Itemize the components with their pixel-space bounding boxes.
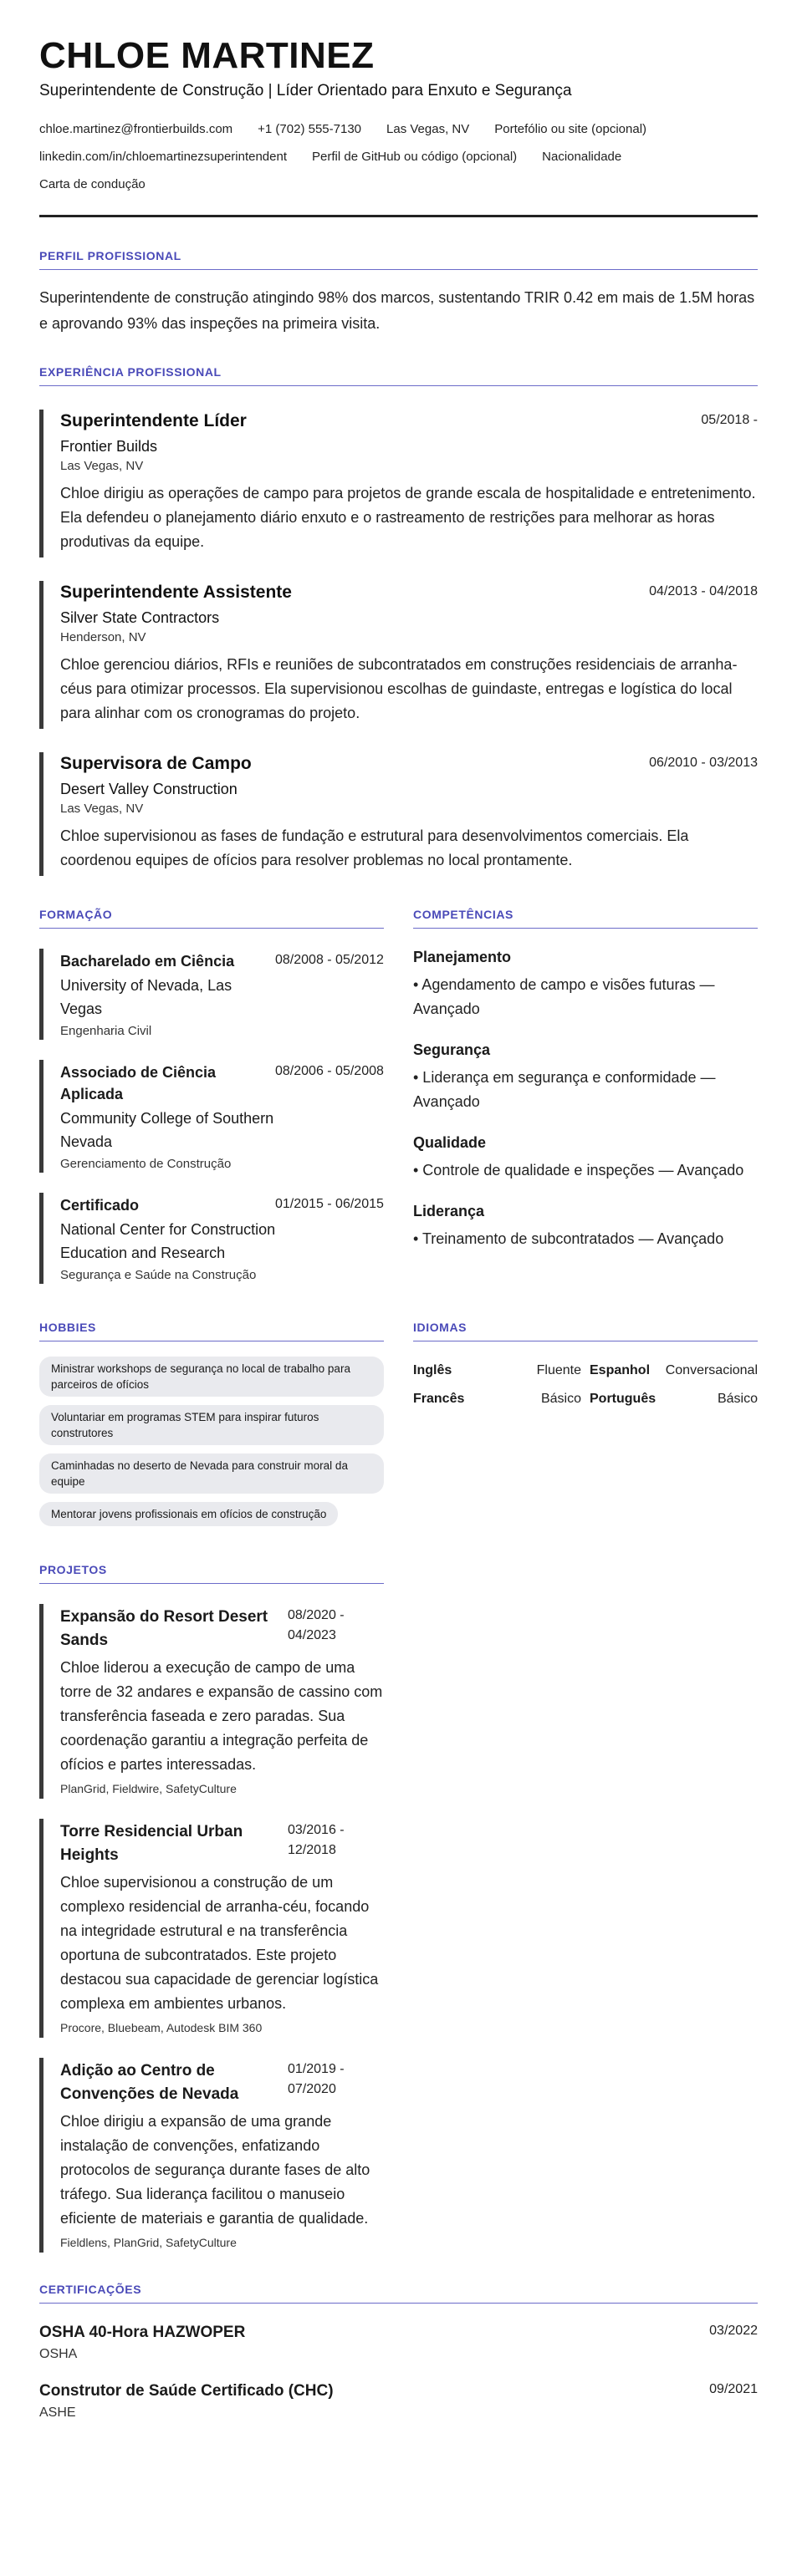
summary-heading: PERFIL PROFISSIONAL bbox=[39, 249, 758, 270]
job-date: 06/2010 - 03/2013 bbox=[649, 756, 758, 771]
project-title: Adição ao Centro de Convenções de Nevada bbox=[60, 2062, 239, 2104]
job-title: Superintendente Assistente bbox=[60, 583, 292, 603]
skill-category: Planejamento bbox=[413, 949, 512, 966]
certification-title: Construtor de Saúde Certificado (CHC) bbox=[39, 2382, 334, 2400]
language-name: Português bbox=[590, 1392, 657, 1407]
degree-title: Associado de Ciência Aplicada bbox=[60, 1064, 217, 1103]
experience-entry bbox=[39, 581, 758, 729]
language-level: Fluente bbox=[536, 1363, 581, 1378]
skill-group bbox=[413, 949, 758, 1021]
job-description: Chloe supervisionou as fases de fundação e estrutural para desenvolvimentos comerciais. Ela coordenou equipes de ofícios para resolver problemas no local prontamente. bbox=[60, 827, 689, 869]
header-divider bbox=[39, 215, 758, 217]
skill-item: • Treinamento de subcontratados — Avançado bbox=[413, 1230, 724, 1248]
language-name: Espanhol bbox=[590, 1363, 651, 1378]
job-company: Desert Valley Construction bbox=[60, 781, 238, 798]
language-name: Inglês bbox=[413, 1363, 452, 1378]
skill-item: • Agendamento de campo e visões futuras — Avançado bbox=[413, 976, 715, 1018]
project-tools: PlanGrid, Fieldwire, SafetyCulture bbox=[60, 1782, 237, 1796]
degree-title: Certificado bbox=[60, 1197, 140, 1214]
study-field: Engenharia Civil bbox=[60, 1024, 152, 1039]
degree-title: Bacharelado em Ciência bbox=[60, 953, 235, 970]
degree-date: 08/2006 - 05/2008 bbox=[275, 1064, 384, 1079]
skill-category: Qualidade bbox=[413, 1134, 487, 1152]
language-row bbox=[590, 1357, 758, 1385]
certifications-heading: CERTIFICAÇÕES bbox=[39, 2283, 758, 2304]
experience-entry bbox=[39, 410, 758, 557]
resume-header bbox=[39, 37, 758, 217]
education-heading: FORMAÇÃO bbox=[39, 908, 384, 929]
project-entry bbox=[39, 1604, 384, 1799]
contact-github[interactable]: Perfil de GitHub ou código (opcional) bbox=[312, 150, 518, 165]
skill-group bbox=[413, 1134, 758, 1183]
candidate-name: CHLOE MARTINEZ bbox=[39, 35, 375, 76]
job-description: Chloe dirigiu as operações de campo para projetos de grande escala de hospitalidade e entretenimento. Ela defendeu o planejamento diário enxuto e o rastreamento de restrições para melhorar as horas produtivas da equipe. bbox=[60, 485, 756, 551]
hobbies-languages-row bbox=[39, 1321, 758, 1535]
project-description: Chloe liderou a execução de campo de uma torre de 32 andares e expansão de cassino com transferência faseada e zero paradas. Sua coordenação garantiu a integração perfeita de ofícios e partes interessadas. bbox=[60, 1659, 383, 1774]
project-description: Chloe supervisionou a construção de um complexo residencial de arranha-céu, focando na integridade estrutural e na transferência oportuna de subcontratados. Este projeto destacou sua capacidade de gerenciar logística complexa em ambientes urbanos. bbox=[60, 1874, 379, 2013]
hobbies-heading: HOBBIES bbox=[39, 1321, 384, 1341]
hobbies-section bbox=[39, 1321, 384, 1535]
project-tools: Fieldlens, PlanGrid, SafetyCulture bbox=[60, 2236, 237, 2250]
language-name: Francês bbox=[413, 1392, 465, 1407]
project-date: 01/2019 - 07/2020 bbox=[288, 2062, 345, 2097]
skill-item: • Liderança em segurança e conformidade — Avançado bbox=[413, 1069, 716, 1111]
hobby-chip: Ministrar workshops de segurança no local de trabalho para parceiros de ofícios bbox=[39, 1357, 384, 1397]
job-location: Las Vegas, NV bbox=[60, 802, 144, 817]
language-row bbox=[590, 1385, 758, 1413]
project-title: Torre Residencial Urban Heights bbox=[60, 1823, 243, 1865]
study-field: Segurança e Saúde na Construção bbox=[60, 1268, 257, 1283]
language-level: Básico bbox=[717, 1392, 758, 1407]
job-date: 04/2013 - 04/2018 bbox=[649, 584, 758, 599]
education-skills-row bbox=[39, 908, 758, 1284]
language-list bbox=[413, 1357, 758, 1413]
job-company: Frontier Builds bbox=[60, 438, 158, 456]
experience-section bbox=[39, 365, 758, 876]
certifications-section bbox=[39, 2283, 758, 2421]
education-entry bbox=[39, 1193, 384, 1284]
contact-portfolio[interactable]: Portefólio ou site (opcional) bbox=[494, 122, 647, 137]
certification-entry bbox=[39, 2324, 758, 2362]
projects-section bbox=[39, 1563, 384, 2253]
school-name: Community College of Southern Nevada bbox=[60, 1110, 274, 1151]
degree-date: 01/2015 - 06/2015 bbox=[275, 1197, 384, 1212]
projects-heading: PROJETOS bbox=[39, 1563, 384, 1584]
hobby-list bbox=[39, 1357, 384, 1535]
job-company: Silver State Contractors bbox=[60, 609, 220, 627]
degree-date: 08/2008 - 05/2012 bbox=[275, 953, 384, 968]
skills-heading: COMPETÊNCIAS bbox=[413, 908, 758, 929]
job-date: 05/2018 - bbox=[701, 413, 758, 428]
certification-date: 03/2022 bbox=[709, 2324, 758, 2339]
candidate-subtitle: Superintendente de Construção | Líder Orientado para Enxuto e Segurança bbox=[39, 82, 572, 100]
language-row bbox=[413, 1357, 581, 1385]
project-date: 08/2020 - 04/2023 bbox=[288, 1608, 345, 1643]
contact-driving-license: Carta de condução bbox=[39, 177, 146, 192]
study-field: Gerenciamento de Construção bbox=[60, 1157, 232, 1172]
certification-issuer: OSHA bbox=[39, 2347, 78, 2362]
project-entry bbox=[39, 2058, 384, 2253]
summary-text: Superintendente de construção atingindo 98% dos marcos, sustentando TRIR 0.42 em mais de 1.5M horas e aprovando 93% das inspeções na primeira visita. bbox=[39, 289, 755, 333]
project-date: 03/2016 - 12/2018 bbox=[288, 1823, 345, 1858]
contact-list bbox=[39, 115, 758, 198]
job-location: Henderson, NV bbox=[60, 630, 146, 645]
certification-date: 09/2021 bbox=[709, 2382, 758, 2397]
school-name: University of Nevada, Las Vegas bbox=[60, 977, 232, 1018]
hobby-chip: Voluntariar em programas STEM para inspirar futuros construtores bbox=[39, 1405, 384, 1445]
language-level: Conversacional bbox=[665, 1363, 758, 1378]
job-location: Las Vegas, NV bbox=[60, 459, 144, 474]
job-title: Superintendente Líder bbox=[60, 411, 247, 431]
job-title: Supervisora de Campo bbox=[60, 754, 252, 774]
languages-heading: IDIOMAS bbox=[413, 1321, 758, 1341]
experience-heading: EXPERIÊNCIA PROFISSIONAL bbox=[39, 365, 758, 386]
project-title: Expansão do Resort Desert Sands bbox=[60, 1608, 268, 1650]
contact-linkedin[interactable]: linkedin.com/in/chloemartinezsuperintendent bbox=[39, 150, 288, 165]
skills-section bbox=[413, 908, 758, 1251]
school-name: National Center for Construction Education and Research bbox=[60, 1221, 276, 1262]
education-entry bbox=[39, 1060, 384, 1173]
contact-location: Las Vegas, NV bbox=[386, 122, 470, 137]
experience-entry bbox=[39, 752, 758, 876]
contact-nationality: Nacionalidade bbox=[542, 150, 622, 165]
certification-title: OSHA 40-Hora HAZWOPER bbox=[39, 2324, 246, 2342]
project-entry bbox=[39, 1819, 384, 2038]
skill-group bbox=[413, 1203, 758, 1251]
languages-section bbox=[413, 1321, 758, 1413]
language-row bbox=[413, 1385, 581, 1413]
project-description: Chloe dirigiu a expansão de uma grande instalação de convenções, enfatizando protocolos de segurança durante fases de alto tráfego. Sua liderança facilitou o manuseio eficiente de materiais e garantia de qualidade. bbox=[60, 2113, 370, 2227]
contact-email[interactable]: chloe.martinez@frontierbuilds.com bbox=[39, 122, 233, 137]
language-level: Básico bbox=[540, 1392, 581, 1407]
education-section bbox=[39, 908, 384, 1284]
skill-category: Segurança bbox=[413, 1041, 491, 1059]
certification-issuer: ASHE bbox=[39, 2405, 76, 2421]
hobby-chip: Mentorar jovens profissionais em ofícios de construção bbox=[39, 1502, 338, 1526]
skill-item: • Controle de qualidade e inspeções — Avançado bbox=[413, 1162, 744, 1179]
skill-group bbox=[413, 1041, 758, 1114]
education-entry bbox=[39, 949, 384, 1040]
skill-category: Liderança bbox=[413, 1203, 485, 1220]
project-tools: Procore, Bluebeam, Autodesk BIM 360 bbox=[60, 2021, 263, 2035]
certification-entry bbox=[39, 2382, 758, 2421]
contact-phone[interactable]: +1 (702) 555-7130 bbox=[258, 122, 362, 137]
hobby-chip: Caminhadas no deserto de Nevada para construir moral da equipe bbox=[39, 1453, 384, 1494]
summary-section bbox=[39, 249, 758, 337]
projects-column bbox=[39, 1563, 384, 2253]
job-description: Chloe gerenciou diários, RFIs e reuniões de subcontratados em construções residenciais de arranha-céus para otimizar processos. Ela supervisionou escolhas de guindaste, entregas e logística do local para alinhar com os cronogramas do projeto. bbox=[60, 656, 738, 722]
